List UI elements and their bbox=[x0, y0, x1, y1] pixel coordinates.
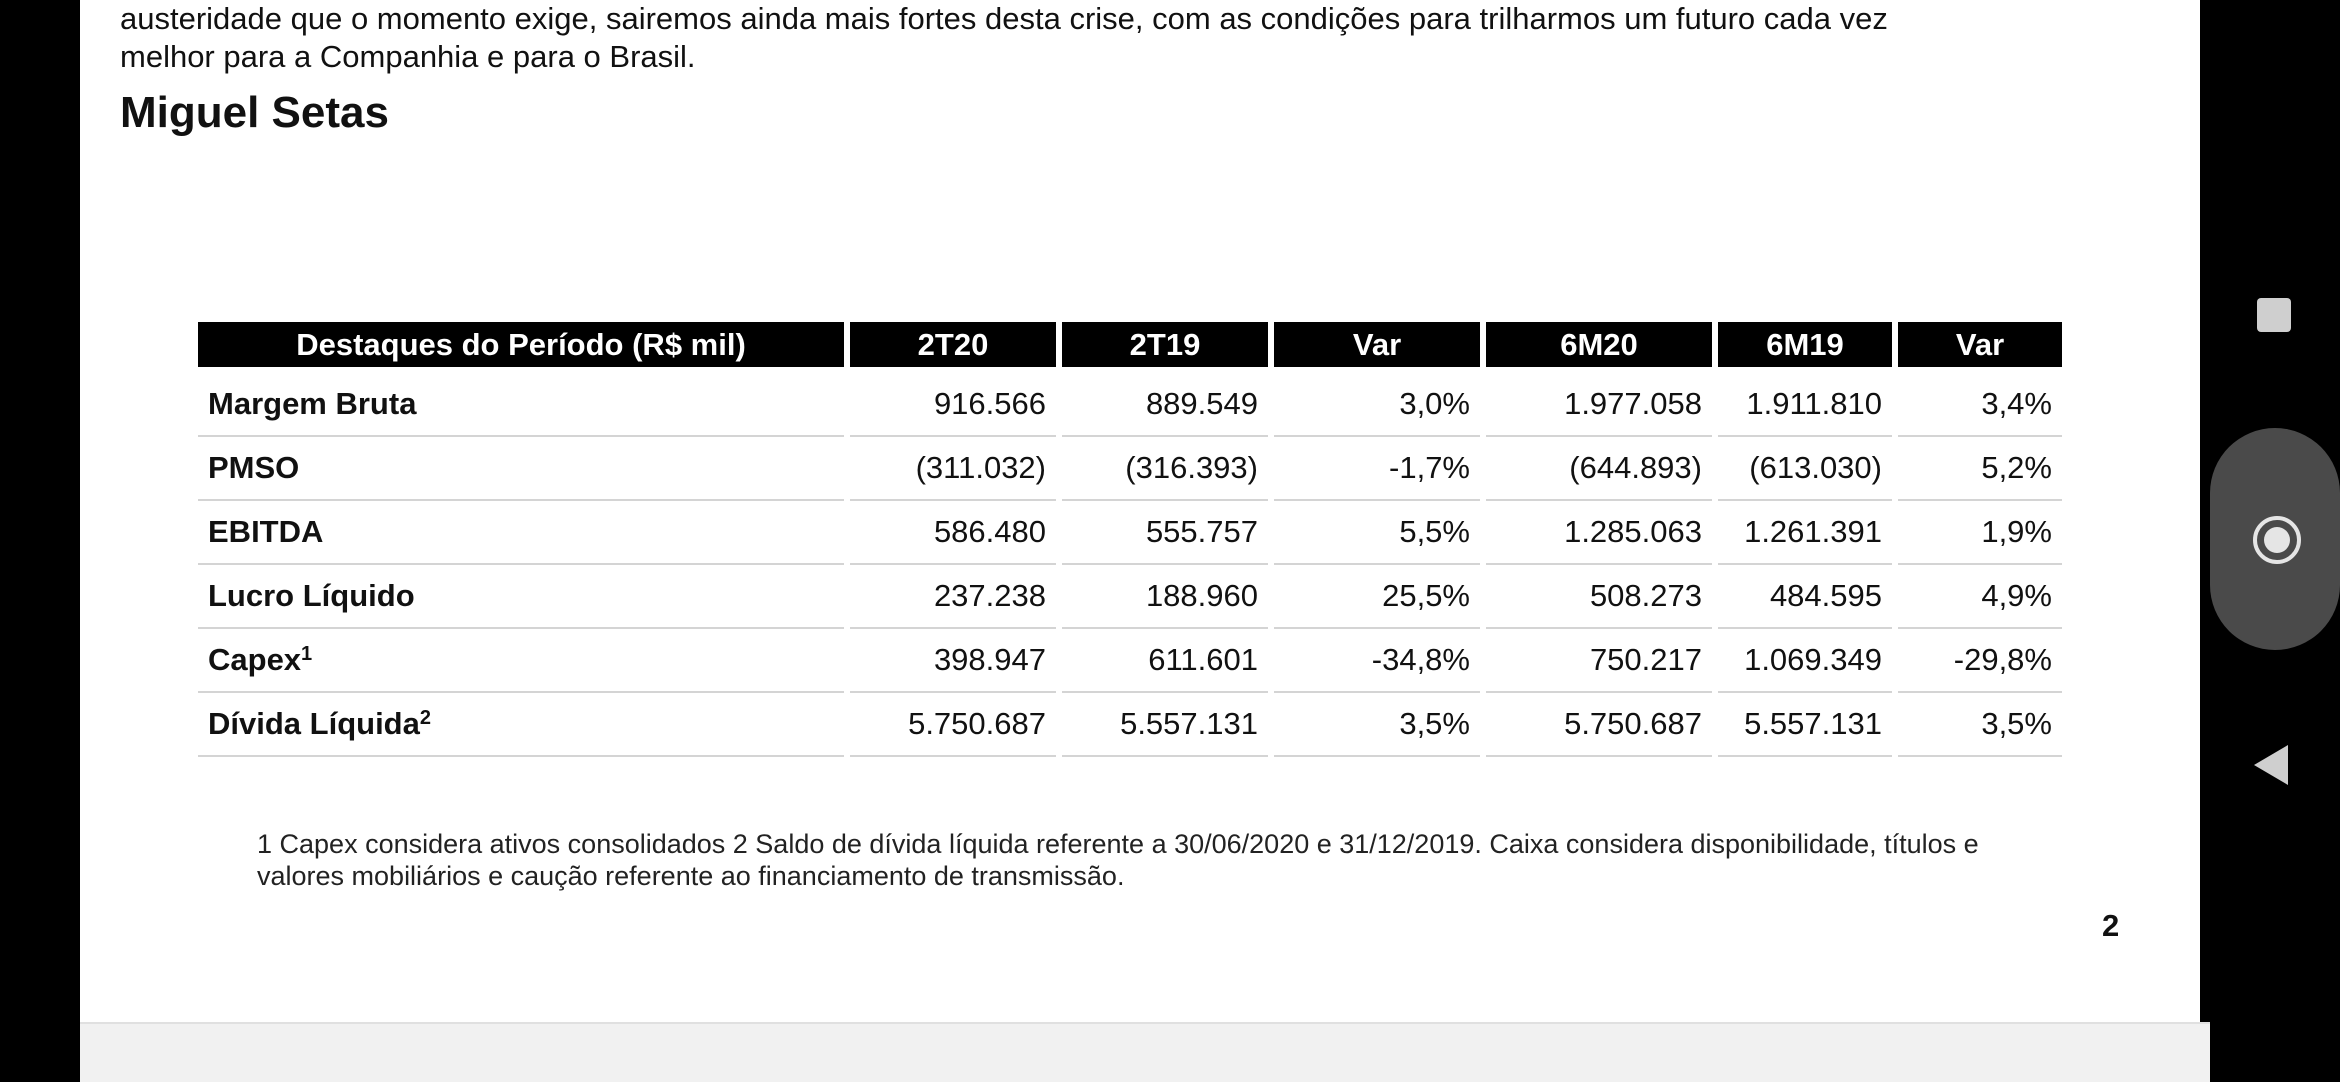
table-cell: 916.566 bbox=[850, 373, 1056, 437]
paragraph-line: melhor para a Companhia e para o Brasil. bbox=[120, 39, 696, 74]
table-row bbox=[198, 437, 2062, 501]
table-header-cell: Destaques do Período (R$ mil) bbox=[198, 322, 844, 373]
table-cell: 5,5% bbox=[1274, 501, 1480, 565]
table-cell: 889.549 bbox=[1062, 373, 1268, 437]
table-cell: (311.032) bbox=[850, 437, 1056, 501]
row-label: Margem Bruta bbox=[208, 386, 417, 421]
table-cell: 188.960 bbox=[1062, 565, 1268, 629]
table-cell: (613.030) bbox=[1718, 437, 1892, 501]
table-header-cell: 6M20 bbox=[1486, 322, 1712, 373]
document-page bbox=[80, 0, 2200, 1022]
page-gap bbox=[80, 1022, 2210, 1082]
table-cell: 1.069.349 bbox=[1718, 629, 1892, 693]
table-cell: 4,9% bbox=[1898, 565, 2062, 629]
paragraph-line: austeridade que o momento exige, sairemos ainda mais fortes desta crise, com as condições para trilharmos um futuro cada vez bbox=[120, 1, 1888, 36]
table-cell: 1.977.058 bbox=[1486, 373, 1712, 437]
table-cell: 1.911.810 bbox=[1718, 373, 1892, 437]
table-cell: 586.480 bbox=[850, 501, 1056, 565]
table-cell: 611.601 bbox=[1062, 629, 1268, 693]
table-row bbox=[198, 693, 2062, 757]
table-header-cell: 2T20 bbox=[850, 322, 1056, 373]
table-cell: 25,5% bbox=[1274, 565, 1480, 629]
row-label-cell bbox=[198, 373, 844, 437]
home-circle-icon[interactable] bbox=[2253, 516, 2301, 564]
row-label: EBITDA bbox=[208, 514, 324, 549]
table-cell: -29,8% bbox=[1898, 629, 2062, 693]
table-cell: 1,9% bbox=[1898, 501, 2062, 565]
row-label-cell bbox=[198, 629, 844, 693]
table-row bbox=[198, 373, 2062, 437]
table-header-cell: Var bbox=[1274, 322, 1480, 373]
table-row bbox=[198, 501, 2062, 565]
table-cell: 5.557.131 bbox=[1062, 693, 1268, 757]
table-cell: 398.947 bbox=[850, 629, 1056, 693]
row-label-cell bbox=[198, 693, 844, 757]
row-label: Capex bbox=[208, 642, 302, 677]
table-cell: (644.893) bbox=[1486, 437, 1712, 501]
table-cell: 555.757 bbox=[1062, 501, 1268, 565]
footnote-marker: 2 bbox=[419, 707, 431, 729]
table-cell: 237.238 bbox=[850, 565, 1056, 629]
row-label-cell bbox=[198, 501, 844, 565]
table-cell: -34,8% bbox=[1274, 629, 1480, 693]
row-label-cell bbox=[198, 565, 844, 629]
row-label: PMSO bbox=[208, 450, 300, 485]
table-cell: (316.393) bbox=[1062, 437, 1268, 501]
table-cell: 3,5% bbox=[1898, 693, 2062, 757]
table-cell: 750.217 bbox=[1486, 629, 1712, 693]
table-cell: 5,2% bbox=[1898, 437, 2062, 501]
table-cell: 1.261.391 bbox=[1718, 501, 1892, 565]
footnote bbox=[257, 828, 2137, 892]
table-cell: 1.285.063 bbox=[1486, 501, 1712, 565]
table-cell: 5.557.131 bbox=[1718, 693, 1892, 757]
table-cell: 5.750.687 bbox=[850, 693, 1056, 757]
page-number: 2 bbox=[2102, 908, 2120, 943]
navigation-bar bbox=[2210, 0, 2340, 1080]
highlights-table bbox=[192, 322, 2068, 757]
table-cell: 508.273 bbox=[1486, 565, 1712, 629]
row-label-cell bbox=[198, 437, 844, 501]
footnote-line: valores mobiliários e caução referente ao financiamento de transmissão. bbox=[257, 861, 1125, 891]
table-cell: 3,5% bbox=[1274, 693, 1480, 757]
table-row bbox=[198, 629, 2062, 693]
table-cell: 3,4% bbox=[1898, 373, 2062, 437]
back-triangle-icon[interactable] bbox=[2254, 745, 2288, 785]
table-header-cell: 2T19 bbox=[1062, 322, 1268, 373]
signature-name: Miguel Setas bbox=[120, 88, 389, 137]
table-body bbox=[198, 373, 2062, 757]
table-cell: -1,7% bbox=[1274, 437, 1480, 501]
table-cell: 3,0% bbox=[1274, 373, 1480, 437]
row-label: Dívida Líquida bbox=[208, 706, 420, 741]
row-label: Lucro Líquido bbox=[208, 578, 415, 613]
footnote-line: 1 Capex considera ativos consolidados 2 Saldo de dívida líquida referente a 30/06/2020 e 31/12/2019. Caixa considera disponibilidade, títulos e bbox=[257, 829, 1979, 859]
footnote-marker: 1 bbox=[301, 643, 313, 665]
table-header-row bbox=[198, 322, 2062, 373]
table-cell: 484.595 bbox=[1718, 565, 1892, 629]
table-header-cell: 6M19 bbox=[1718, 322, 1892, 373]
table-header-cell: Var bbox=[1898, 322, 2062, 373]
table-row bbox=[198, 565, 2062, 629]
recents-square-icon[interactable] bbox=[2257, 298, 2291, 332]
table-cell: 5.750.687 bbox=[1486, 693, 1712, 757]
paragraph-text bbox=[120, 0, 2125, 76]
